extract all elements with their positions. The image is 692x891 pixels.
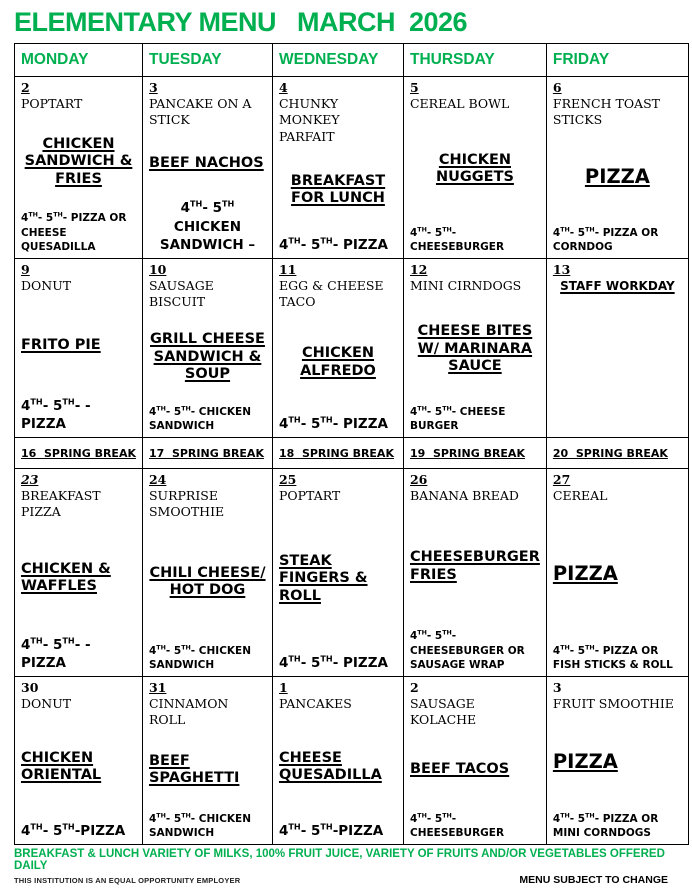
lunch-feature: BREAKFAST FOR LUNCH bbox=[290, 172, 386, 207]
date-label: 25 bbox=[278, 472, 297, 487]
menu-cell bbox=[403, 469, 546, 677]
menu-cell bbox=[142, 469, 272, 677]
grades-4th-5th-item: 4TH- 5TH- PIZZA OR MINI CORNDOGS bbox=[552, 812, 659, 839]
date-label: 27 bbox=[552, 472, 571, 487]
breakfast-item: POPTART bbox=[21, 96, 83, 111]
grades-4th-5th-item: 4TH- 5TH- PIZZA OR FISH STICKS & ROLL bbox=[552, 644, 673, 671]
grades-4th-5th-item: 4TH- 5TH- CHEESE BURGER bbox=[409, 405, 506, 432]
grades-4th-5th-item: 4TH- 5TH- - PIZZA bbox=[21, 396, 91, 432]
footer-equal-opportunity: THIS INSTITUTION IS AN EQUAL OPPORTUNITY EMPLOYER bbox=[14, 876, 241, 885]
breakfast-item: PANCAKES bbox=[278, 696, 352, 711]
grades-4th-5th-item: 4TH- 5TH- CHEESEBURGER bbox=[409, 226, 505, 253]
day-header-row bbox=[15, 44, 689, 77]
page-title: ELEMENTARY MENU MARCH 2026 bbox=[14, 7, 468, 37]
grades-4th-5th-item: 4TH- 5TH- CHEESEBURGER OR SAUSAGE WRAP bbox=[409, 629, 525, 671]
grades-4th-5th-item: 4TH- 5TH-PIZZA bbox=[278, 821, 384, 839]
breakfast-item: DONUT bbox=[21, 278, 72, 293]
date-label: 23 bbox=[21, 472, 39, 487]
menu-cell bbox=[546, 259, 688, 438]
date-label: 9 bbox=[21, 262, 30, 277]
breakfast-item: BREAKFAST PIZZA bbox=[21, 488, 101, 520]
footer-bottom-row bbox=[14, 874, 668, 886]
menu-cell bbox=[15, 77, 143, 259]
breakfast-item: CEREAL BOWL bbox=[409, 96, 510, 111]
menu-cell bbox=[142, 77, 272, 259]
menu-cell bbox=[272, 469, 403, 677]
menu-cell bbox=[272, 677, 403, 845]
lunch-feature: PIZZA bbox=[552, 750, 618, 774]
date-label: 12 bbox=[409, 262, 428, 277]
footer-daily-note: BREAKFAST & LUNCH VARIETY OF MILKS, 100% FRUIT JUICE, VARIETY OF FRUITS AND/OR VEGETABLES OFFERED DAILY bbox=[14, 848, 665, 872]
grades-4th-5th-item: 4TH- 5TH- CHICKEN SANDWICH bbox=[148, 812, 251, 839]
lunch-feature: BEEF TACOS bbox=[409, 761, 510, 778]
grades-4th-5th-item: 4TH- 5TH- PIZZA OR CORNDOG bbox=[552, 226, 659, 253]
lunch-feature: CHICKEN NUGGETS bbox=[435, 151, 514, 185]
menu-cell bbox=[15, 469, 143, 677]
grades-4th-5th-item: 4TH- 5TH- PIZZA bbox=[278, 235, 388, 253]
breakfast-item: MINI CIRNDOGS bbox=[409, 278, 522, 293]
menu-cell bbox=[546, 469, 688, 677]
lunch-feature: BEEF NACHOS bbox=[148, 155, 264, 172]
lunch-feature: PIZZA bbox=[584, 165, 650, 189]
spring-break-row bbox=[15, 438, 689, 469]
breakfast-item: SURPRISE SMOOTHIE bbox=[148, 488, 225, 520]
date-label: 24 bbox=[148, 472, 167, 487]
menu-page bbox=[0, 7, 692, 891]
menu-cell bbox=[15, 677, 143, 845]
day-header-friday: FRIDAY bbox=[546, 44, 688, 77]
grades-4th-5th-item: 4TH- 5TH CHICKEN SANDWICH – bbox=[159, 198, 256, 253]
breakfast-item: DONUT bbox=[21, 696, 72, 711]
spring-break-cell bbox=[403, 438, 546, 469]
lunch-feature: FRITO PIE bbox=[21, 336, 101, 353]
date-label: 31 bbox=[148, 680, 167, 695]
breakfast-item: EGG & CHEESE TACO bbox=[278, 278, 384, 310]
day-header-tuesday: TUESDAY bbox=[142, 44, 272, 77]
date-label: 3 bbox=[552, 680, 562, 695]
menu-week-row bbox=[15, 469, 689, 677]
menu-cell bbox=[142, 259, 272, 438]
grades-4th-5th-item: 4TH- 5TH- CHICKEN SANDWICH bbox=[148, 405, 251, 432]
spring-break-label: 16 SPRING BREAK bbox=[21, 447, 136, 460]
breakfast-item: FRENCH TOAST STICKS bbox=[552, 96, 660, 128]
breakfast-item: PANCAKE ON A STICK bbox=[148, 96, 252, 128]
date-label: 4 bbox=[278, 80, 288, 95]
lunch-feature: CHICKEN & WAFFLES bbox=[21, 560, 111, 595]
spring-break-cell bbox=[15, 438, 143, 469]
lunch-feature: BEEF SPAGHETTI bbox=[148, 752, 240, 787]
lunch-feature: CHEESEBURGER FRIES bbox=[409, 549, 540, 583]
grades-4th-5th-item: 4TH- 5TH-PIZZA bbox=[21, 821, 126, 839]
grades-4th-5th-item: 4TH- 5TH- PIZZA bbox=[278, 414, 388, 432]
lunch-feature: STAFF WORKDAY bbox=[560, 279, 675, 293]
breakfast-item: BANANA BREAD bbox=[409, 488, 519, 503]
spring-break-label: 20 SPRING BREAK bbox=[552, 447, 668, 460]
breakfast-item: CEREAL bbox=[552, 488, 608, 503]
day-header-monday: MONDAY bbox=[15, 44, 143, 77]
menu-week-row bbox=[15, 677, 689, 845]
date-label: 30 bbox=[21, 680, 39, 695]
lunch-feature: STEAK FINGERS & ROLL bbox=[278, 552, 368, 604]
grades-4th-5th-item: 4TH- 5TH- PIZZA bbox=[278, 653, 388, 671]
spring-break-label: 19 SPRING BREAK bbox=[409, 447, 525, 460]
lunch-feature: CHICKEN SANDWICH & FRIES bbox=[24, 135, 133, 187]
date-label: 11 bbox=[278, 262, 297, 277]
spring-break-label: 18 SPRING BREAK bbox=[278, 447, 394, 460]
day-header-thursday: THURSDAY bbox=[403, 44, 546, 77]
menu-cell bbox=[403, 677, 546, 845]
grades-4th-5th-item: 4TH- 5TH- CHEESEBURGER bbox=[409, 812, 505, 839]
breakfast-item: FRUIT SMOOTHIE bbox=[552, 696, 674, 711]
breakfast-item: SAUSAGE KOLACHE bbox=[409, 696, 477, 728]
lunch-feature: PIZZA bbox=[552, 562, 618, 586]
grades-4th-5th-item: 4TH- 5TH- CHICKEN SANDWICH bbox=[148, 644, 251, 671]
grades-4th-5th-item: 4TH- 5TH- PIZZA OR CHEESE QUESADILLA bbox=[21, 211, 127, 253]
date-label: 2 bbox=[409, 680, 419, 695]
lunch-feature: GRILL CHEESE SANDWICH & SOUP bbox=[150, 331, 265, 383]
lunch-feature: CHEESE QUESADILLA bbox=[278, 749, 382, 784]
spring-break-label: 17 SPRING BREAK bbox=[148, 447, 264, 460]
date-label: 6 bbox=[552, 80, 562, 95]
menu-week-row bbox=[15, 77, 689, 259]
date-label: 2 bbox=[21, 80, 30, 95]
date-label: 10 bbox=[148, 262, 167, 277]
menu-cell bbox=[546, 677, 688, 845]
menu-cell bbox=[546, 77, 688, 259]
footer-menu-subject: MENU SUBJECT TO CHANGE bbox=[519, 874, 668, 886]
breakfast-item: POPTART bbox=[278, 488, 341, 503]
date-label: 13 bbox=[552, 262, 571, 277]
breakfast-item: CINNAMON ROLL bbox=[148, 696, 229, 728]
day-header-wednesday: WEDNESDAY bbox=[272, 44, 403, 77]
menu-cell bbox=[15, 259, 143, 438]
spring-break-cell bbox=[272, 438, 403, 469]
menu-cell bbox=[272, 259, 403, 438]
date-label: 3 bbox=[148, 80, 158, 95]
spring-break-cell bbox=[546, 438, 688, 469]
menu-table bbox=[14, 43, 689, 845]
menu-cell bbox=[403, 77, 546, 259]
breakfast-item: SAUSAGE BISCUIT bbox=[148, 278, 214, 310]
lunch-feature: CHEESE BITES W/ MARINARA SAUCE bbox=[417, 323, 533, 375]
menu-cell bbox=[403, 259, 546, 438]
lunch-feature: CHICKEN ALFREDO bbox=[300, 345, 376, 379]
spring-break-cell bbox=[142, 438, 272, 469]
breakfast-item: CHUNKY MONKEY PARFAIT bbox=[278, 96, 340, 144]
date-label: 1 bbox=[278, 680, 288, 695]
date-label: 26 bbox=[409, 472, 428, 487]
menu-cell bbox=[142, 677, 272, 845]
lunch-feature: CHICKEN ORIENTAL bbox=[21, 749, 102, 784]
grades-4th-5th-item: 4TH- 5TH- - PIZZA bbox=[21, 635, 91, 671]
menu-cell bbox=[272, 77, 403, 259]
menu-week-row bbox=[15, 259, 689, 438]
lunch-feature: CHILI CHEESE/ HOT DOG bbox=[149, 564, 266, 599]
date-label: 5 bbox=[409, 80, 419, 95]
